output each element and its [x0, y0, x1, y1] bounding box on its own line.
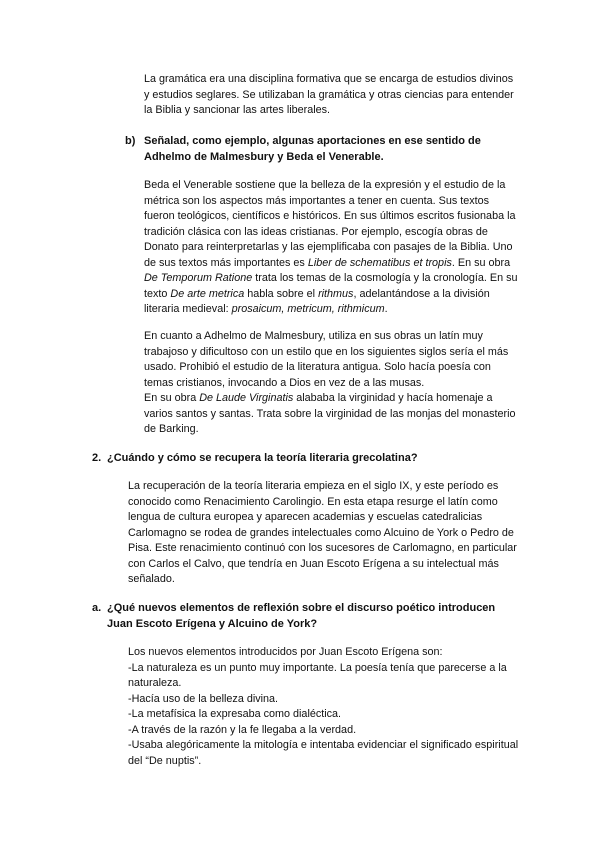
- list-item: -A través de la razón y la fe llegaba a la verdad.: [128, 723, 357, 736]
- question-2-label: 2.: [92, 452, 102, 464]
- question-b-text: Señalad, como ejemplo, algunas aportaciones en ese sentido de Adhelmo de Malmesbury y Beda el Venerable.: [144, 135, 481, 163]
- beda-text: [144, 178, 520, 318]
- elementos-intro: Los nuevos elementos introducidos por Juan Escoto Erígena son:: [128, 646, 443, 658]
- beda-text-4: habla sobre el: [244, 287, 319, 300]
- adhelmo-text: En cuanto a Adhelmo de Malmesbury, utiliza en sus obras un latín muy trabajoso y dificultoso con un estilo que en los siguientes siglos sería el más usado. Prohibió el estudio de la literatura antigua. Solo hacía poesía con temas cristianos, invocando a Dios en vez de a las musas.: [144, 330, 509, 389]
- beda-paragraph: [144, 178, 520, 318]
- adhelmo-obra-text-2: alababa la virginidad y hacía homenaje a varios santos y santas. Trata sobre la virginidad de las monjas del monasterio de Barking.: [144, 392, 516, 435]
- question-2-heading: [107, 451, 527, 467]
- intro-paragraph: [144, 72, 520, 119]
- term-division-literaria: prosaicum, metricum, rithmicum: [231, 303, 385, 315]
- adhelmo-paragraph: [144, 329, 520, 438]
- term-rithmus: rithmus: [318, 287, 354, 300]
- question-a-text: ¿Qué nuevos elementos de reflexión sobre el discurso poético introducen Juan Escoto Erígena y Alcuino de York?: [107, 602, 496, 630]
- work-de-laude-virginatis: De Laude Virginatis: [199, 392, 294, 404]
- carolingio-text: La recuperación de la teoría literaria empieza en el siglo IX, y este período es conocido como Renacimiento Carolingio. En esta etapa resurge el latín como lengua de cultura europea y aparecen academias y escuelas catedralicias Carlomagno se rodea de grandes intelectuales como Alcuino de York o Pedro de Pisa. Este renacimiento continuó con los sucesores de Carlomagno, en particular con Carlos el Calvo, que tendría en Juan Escoto Erígena a su intelectual más señalado.: [128, 480, 517, 585]
- question-b-label: b): [125, 135, 136, 147]
- list-item: -La naturaleza es un punto muy importante. La poesía tenía que parecerse a la naturaleza.: [128, 661, 507, 689]
- beda-text-6: .: [384, 303, 388, 315]
- carolingio-paragraph: [128, 479, 520, 588]
- elementos-paragraph: [128, 645, 520, 769]
- question-2-text: ¿Cuándo y cómo se recupera la teoría literaria grecolatina?: [107, 452, 418, 464]
- intro-text: La gramática era una disciplina formativa que se encarga de estudios divinos y estudios seglares. Se utilizaban la gramática y otras ciencias para entender la Biblia y sancionar las artes liberales.: [144, 73, 514, 116]
- list-item: -Hacía uso de la belleza divina.: [128, 692, 279, 705]
- adhelmo-obra-text-1: En su obra: [144, 392, 200, 404]
- list-item: -Usaba alegóricamente la mitología e intentaba evidenciar el significado espiritual del “De nuptis”.: [128, 739, 519, 767]
- beda-text-2: . En su obra: [451, 256, 511, 269]
- beda-text-3: trata los temas de la cosmología y la cronología. En su texto: [144, 272, 518, 300]
- beda-text-1: Beda el Venerable sostiene que la belleza de la expresión y el estudio de la métrica son los aspectos más importantes a tener en cuenta. Sus textos fueron teológicos, científicos e históricos. En sus últimos escritos fusionaba la tradición clásica con las ideas cristianas. Por ejemplo, escogía obras de Donato para reinterpretarlas y las ejemplificaba con pasajes de la Biblia. Uno de sus textos más importantes es: [144, 179, 516, 269]
- question-a-label: a.: [92, 602, 102, 614]
- beda-text-5: , adelantándose a la división literaria medieval:: [144, 287, 490, 315]
- question-a-heading: [107, 601, 507, 632]
- list-item: -La metafísica la expresaba como dialéctica.: [128, 708, 342, 720]
- work-de-temporum-ratione: De Temporum Ratione: [144, 272, 253, 284]
- question-b-heading: [144, 134, 504, 165]
- work-de-arte-metrica: De arte metrica: [170, 287, 245, 300]
- work-liber-de-schematibus: Liber de schematibus et tropis: [307, 256, 452, 269]
- adhelmo-obra: [144, 391, 520, 438]
